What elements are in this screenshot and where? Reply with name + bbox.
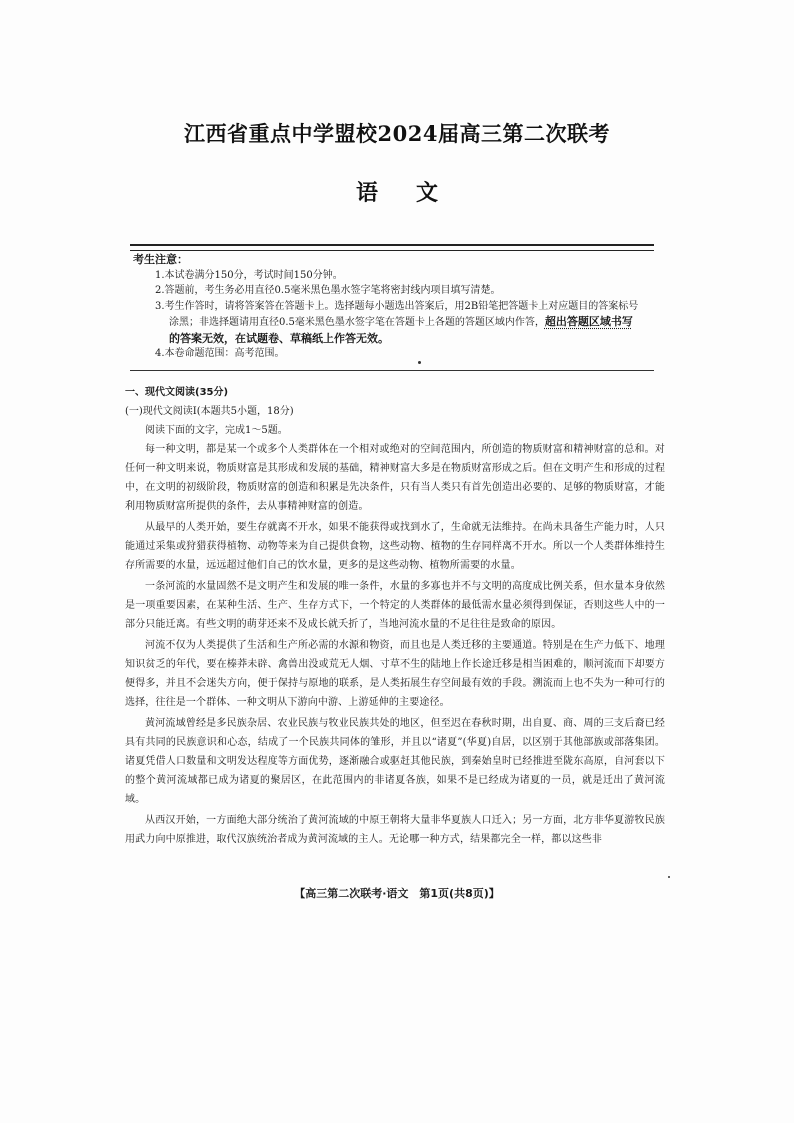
passage-paragraph: 黄河流域曾经是多民族杂居、农业民族与牧业民族共处的地区，但至迟在春秋时期，出自夏、商、周的三支后裔已经具有共同的民族意识和心态，结成了一个民族共同体的雏形，并且以“诸夏”(华夏)自居，以区别于其他部族或部落集团。诸夏凭借人口数量和文明发达程度等方面优势，逐渐融合或驱赶其他民族，到秦始皇时已经推进至陇东高原，自河套以下的整个黄河流域都已成为诸夏的聚居区，在此范围内的非诸夏各族，如果不是已经成为诸夏的一员，就是迁出了黄河流域。 xyxy=(125,718,665,805)
notice-item-2: 2.答题前，考生务必用直径0.5毫米黑色墨水签字笔将密封线内项目填写清楚。 xyxy=(155,285,501,296)
passage-paragraph: 河流不仅为人类提供了生活和生产所必需的水源和物资，而且也是人类迁移的主要通道。特别是在生产力低下、地理知识贫乏的年代，要在榛莽未辟、禽兽出没或荒无人烟、寸草不生的陆地上作长途迁移是相当困难的，顺河流而下却要方便得多，并且不会迷失方向，便于保持与原地的联系，是人类拓展生存空间最有效的手段。溯流而上也不失为一种可行的选择，往往是一个群体、一种文明从下游向中游、上游延伸的主要途径。 xyxy=(125,640,665,708)
subject-title: 语文 xyxy=(355,180,476,206)
notice-item-3-text: 涂黑；非选择题请用直径0.5毫米黑色墨水签字笔在答题卡上各题的答题区域内作答， xyxy=(169,317,545,328)
print-speck xyxy=(418,361,421,364)
reading-section xyxy=(125,383,665,851)
notice-item-1: 1.本试卷满分150分，考试时间150分钟。 xyxy=(155,269,343,281)
notice-heading: 考生注意： xyxy=(133,253,188,266)
header-divider xyxy=(130,244,654,251)
print-speck xyxy=(668,876,670,878)
passage-paragraph: 从最早的人类开始，要生存就离不开水，如果不能获得或找到水了，生命就无法维持。在尚未具备生产能力时，人只能通过采集或狩猎获得植物、动物等来为自己提供食物，这些动物、植物的生存同样离不开水。所以一个人类群体维持生存所需要的水量，远远超过他们自己的饮水量，更多的是这些动物、植物所需要的水量。 xyxy=(125,522,665,571)
passage-paragraph: 每一种文明，都是某一个或多个人类群体在一个相对或绝对的空间范围内，所创造的物质财富和精神财富的总和。对任何一种文明来说，物质财富是其形成和发展的基础，精神财富大多是在物质财富形成之后。但在文明产生和形成的过程中，在文明的初级阶段，物质财富的创造和积累是先决条件，只有当人类只有首先创造出必要的、足够的物质财富，才能利用物质财富所提供的条件，去从事精神财富的创造。 xyxy=(125,444,665,512)
notice-item-3-emphasis: 超出答题区域书写 xyxy=(544,315,633,328)
notice-block xyxy=(133,252,659,362)
notice-item-3-cont xyxy=(169,314,659,331)
section-heading: 一、现代文阅读(35分) xyxy=(125,387,229,398)
passage-paragraph: 从西汉开始，一方面绝大部分统治了黄河流域的中原王朝将大量非华夏族人口迁入；另一方面，北方非华夏游牧民族用武力向中原推进，取代汉族统治者成为黄河流域的主人。无论哪一种方式，结果都完全一样，都以这些非 xyxy=(125,815,665,845)
notice-item-4: 4.本卷命题范围：高考范围。 xyxy=(155,348,285,359)
page-footer: 【高三第二次联考·语文 第1页(共8页)】 xyxy=(294,887,500,900)
notice-divider xyxy=(130,370,654,371)
section-instruction: 阅读下面的文字，完成1～5题。 xyxy=(145,425,288,436)
notice-item-3-emphasis-cont: 的答案无效，在试题卷、草稿纸上作答无效。 xyxy=(169,331,389,345)
notice-item-3: 3.考生作答时，请将答案答在答题卡上。选择题每小题选出答案后，用2B铅笔把答题卡上对应题目的答案标号 xyxy=(155,300,639,312)
section-subheading: (一)现代文阅读Ⅰ(本题共5小题，18分) xyxy=(125,406,294,417)
exam-title: 江西省重点中学盟校2024届高三第二次联考 xyxy=(184,121,610,146)
passage-paragraph: 一条河流的水量固然不是文明产生和发展的唯一条件，水量的多寡也并不与文明的高度成比例关系，但水量本身依然是一项重要因素，在某种生活、生产、生存方式下，一个特定的人类群体的最低需水量必须得到保证，否则这些人中的一部分只能迁离。有些文明的萌芽还来不及成长就夭折了，当地河流水量的不足往往是致命的原因。 xyxy=(125,581,665,630)
